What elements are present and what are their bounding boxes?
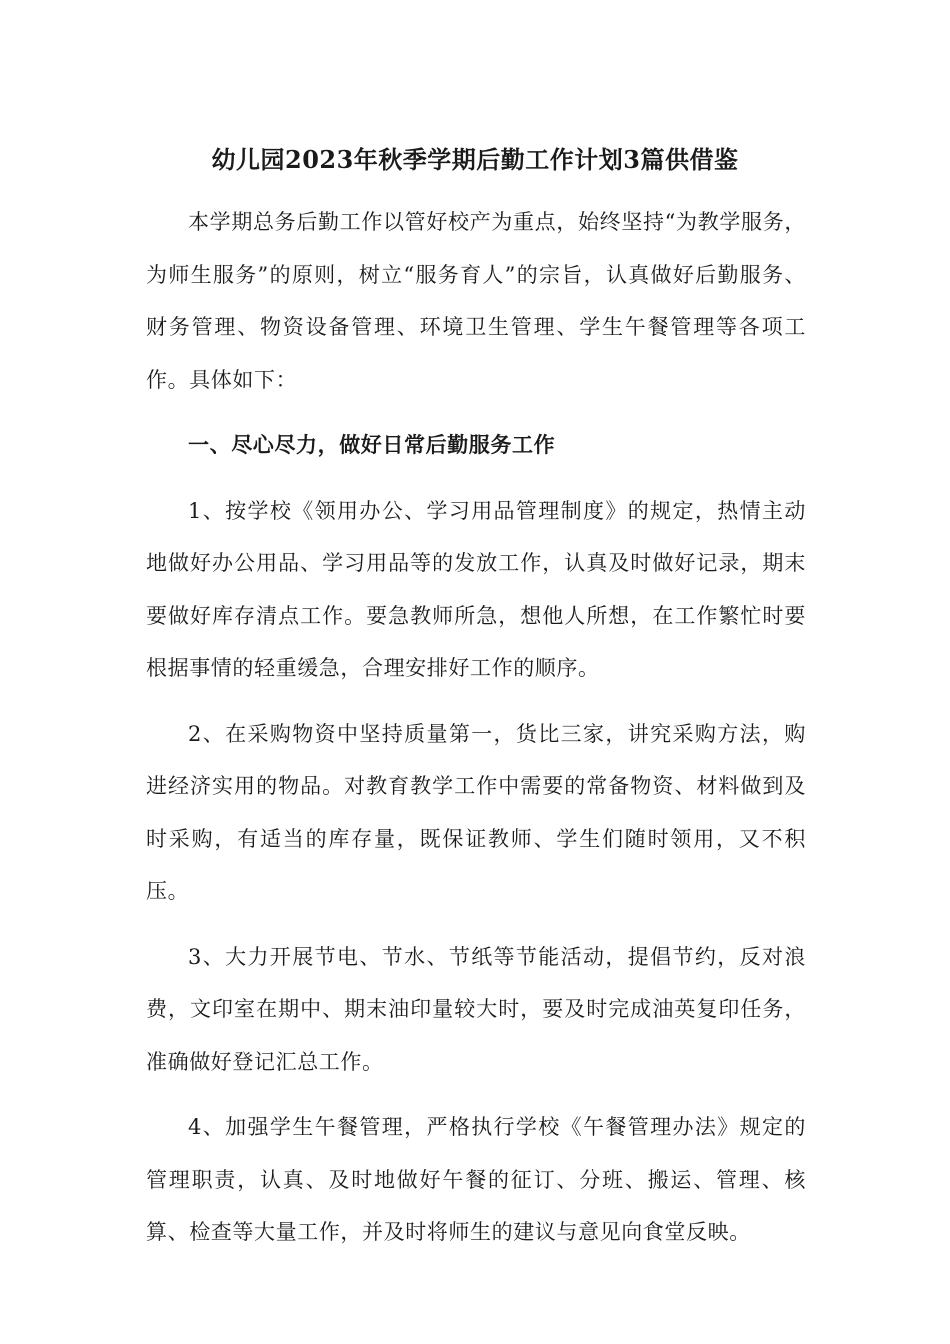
document-body bbox=[146, 196, 806, 1272]
item-paragraph-4: 4、加强学生午餐管理，严格执行学校《午餐管理办法》规定的管理职责，认真、及时地做好午餐的征订、分班、搬运、管理、核算、检查等大量工作，并及时将师生的建议与意见向食堂反映。 bbox=[146, 1115, 806, 1244]
item-paragraph-3: 3、大力开展节电、节水、节纸等节能活动，提倡节约，反对浪费，文印室在期中、期末油印量较大时，要及时完成油英复印任务，准确做好登记汇总工作。 bbox=[146, 944, 806, 1074]
document-title: 幼儿园2023年秋季学期后勤工作计划3篇供借鉴 bbox=[211, 145, 739, 174]
section-heading: 一、尽心尽力，做好日常后勤服务工作 bbox=[188, 432, 556, 457]
intro-paragraph: 本学期总务后勤工作以管好校产为重点，始终坚持“为教学服务，为师生服务”的原则，树立“服务育人”的宗旨，认真做好后勤服务、财务管理、物资设备管理、环境卫生管理、学生午餐管理等各项工作。具体如下： bbox=[146, 210, 806, 392]
item-paragraph-1: 1、按学校《领用办公、学习用品管理制度》的规定，热情主动地做好办公用品、学习用品等的发放工作，认真及时做好记录，期末要做好库存清点工作。要急教师所急，想他人所想，在工作繁忙时要根据事情的轻重缓急，合理安排好工作的顺序。 bbox=[146, 498, 806, 680]
item-paragraph-2: 2、在采购物资中坚持质量第一，货比三家，讲究采购方法，购进经济实用的物品。对教育教学工作中需要的常备物资、材料做到及时采购，有适当的库存量，既保证教师、学生们随时领用，又不积压。 bbox=[146, 721, 806, 903]
